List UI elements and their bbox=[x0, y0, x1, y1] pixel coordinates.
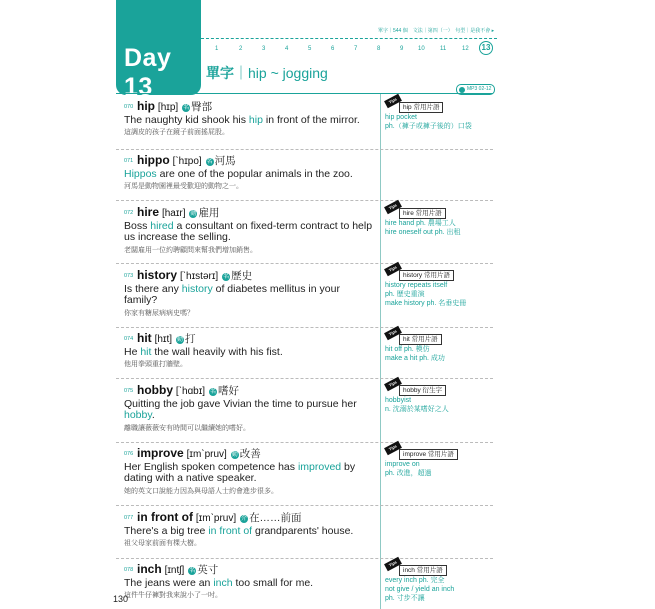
tip-line: every inch ph. 完全 bbox=[385, 577, 445, 584]
vocab-entry bbox=[124, 564, 376, 602]
entry-separator bbox=[116, 378, 493, 379]
tip-box bbox=[385, 96, 493, 131]
example-text: by dating with a native speaker. bbox=[124, 460, 356, 484]
vocab-entry bbox=[124, 155, 376, 193]
example-text: the wall heavily with his fist. bbox=[151, 345, 283, 358]
part-of-speech-badge: 動 bbox=[190, 211, 197, 217]
vocab-entry bbox=[124, 270, 376, 319]
pronunciation: [haɪr] bbox=[161, 208, 186, 219]
entry-separator bbox=[116, 327, 493, 328]
headword: inch bbox=[137, 562, 162, 576]
tip-box bbox=[385, 379, 493, 414]
vocab-entry bbox=[124, 385, 376, 434]
example-sentence bbox=[124, 399, 376, 422]
entry-number: 073 bbox=[124, 273, 134, 279]
definition: 打 bbox=[184, 333, 196, 345]
example-text: Her English spoken competence has bbox=[124, 460, 298, 473]
part-of-speech-badge: 介 bbox=[241, 516, 248, 522]
example-text: in front of the mirror. bbox=[262, 113, 360, 126]
definition: 在……前面 bbox=[249, 512, 302, 524]
content-top-rule bbox=[116, 93, 493, 94]
scale-tick: 5 bbox=[308, 46, 312, 52]
example-text: a consultant on fixed-term contract to help us increase the selling. bbox=[124, 219, 373, 243]
tip-line: not give / yield an inch bbox=[385, 586, 455, 593]
scale-tick: 12 bbox=[462, 46, 469, 52]
part-of-speech-badge: 動 bbox=[176, 337, 183, 343]
entry-number: 071 bbox=[124, 158, 134, 164]
part-of-speech-badge: 名 bbox=[183, 105, 190, 111]
example-text: The jeans were an bbox=[124, 576, 214, 589]
part-of-speech-badge: 動 bbox=[231, 452, 238, 458]
entry-number: 070 bbox=[124, 104, 134, 110]
tip-flag: Tips bbox=[384, 377, 402, 392]
example-sentence bbox=[124, 169, 376, 181]
definition: 歷史 bbox=[231, 270, 253, 282]
example-highlight: improved bbox=[297, 460, 342, 473]
progress-meta: 單字｜544 個 文法｜第四（一） 句型｜是我不會 ▸ bbox=[378, 28, 495, 34]
example-highlight: inch bbox=[213, 576, 233, 589]
vocab-entry bbox=[124, 448, 376, 497]
definition: 雇用 bbox=[198, 207, 220, 219]
example-highlight: in front of bbox=[208, 524, 253, 537]
scale-tick: 3 bbox=[262, 46, 266, 52]
example-text: too small for me. bbox=[232, 576, 314, 589]
example-sentence bbox=[124, 284, 376, 307]
definition: 英寸 bbox=[197, 564, 219, 576]
part-of-speech-badge: 名 bbox=[209, 389, 216, 395]
example-translation: 老闆雇用一位約聘顧問來幫我們增加銷售。 bbox=[124, 246, 257, 254]
entry-number: 074 bbox=[124, 336, 134, 342]
column-divider bbox=[380, 94, 381, 609]
subtitle-range: hip ~ jogging bbox=[248, 65, 328, 81]
example-highlight: hired bbox=[150, 219, 174, 232]
example-highlight: hit bbox=[140, 345, 152, 358]
definition: 臀部 bbox=[191, 101, 213, 113]
entry-separator bbox=[116, 558, 493, 559]
tip-line: history repeats itself bbox=[385, 282, 448, 289]
pronunciation: [ˋhɪpo] bbox=[172, 156, 202, 167]
example-text: of diabetes mellitus in your family? bbox=[124, 282, 340, 306]
entry-separator bbox=[116, 505, 493, 506]
example-translation: 離職讓薇薇安有時間可以繼續她的嗜好。 bbox=[124, 424, 250, 432]
scale-tick: 2 bbox=[239, 46, 243, 52]
example-highlight: Hippos bbox=[124, 167, 157, 180]
entry-number: 075 bbox=[124, 388, 134, 394]
example-translation: 你家有糖尿病病史嗎？ bbox=[124, 309, 194, 317]
current-day-marker: 13 bbox=[479, 41, 493, 55]
day-scale bbox=[201, 46, 491, 56]
tip-box bbox=[385, 264, 493, 308]
page-subtitle bbox=[206, 63, 328, 83]
scale-tick: 10 bbox=[418, 46, 425, 52]
tip-line: hire hand ph. 農場工人 bbox=[385, 220, 456, 227]
tip-box bbox=[385, 443, 493, 478]
tip-box bbox=[385, 559, 493, 603]
headword: hip bbox=[137, 99, 155, 113]
tip-box bbox=[385, 328, 493, 363]
vocab-entry bbox=[124, 207, 376, 256]
example-translation: 這調皮的孩子在鏡子前面搖屁股。 bbox=[124, 129, 229, 136]
headword: hire bbox=[137, 205, 160, 219]
definition: 河馬 bbox=[214, 155, 236, 167]
tip-line: ph. 歷史重演 bbox=[385, 291, 425, 298]
tip-line: hit off ph. 模仿 bbox=[385, 346, 430, 353]
tip-line: hip pocket bbox=[385, 114, 417, 121]
example-text: The naughty kid shook his bbox=[124, 113, 249, 126]
example-highlight: hip bbox=[248, 113, 263, 126]
tip-flag: Tips bbox=[384, 441, 402, 456]
headword: history bbox=[137, 268, 178, 282]
tip-line: make history ph. 名垂史冊 bbox=[385, 300, 467, 307]
part-of-speech-badge: 名 bbox=[189, 568, 196, 574]
example-highlight: history bbox=[181, 282, 213, 295]
scale-tick: 8 bbox=[377, 46, 381, 52]
tip-line: ph.（褲子或褲子後的）口袋 bbox=[385, 123, 472, 130]
tip-flag: Tips bbox=[384, 94, 402, 109]
audio-icon bbox=[459, 87, 465, 93]
example-text: . bbox=[151, 409, 155, 421]
entry-number: 072 bbox=[124, 210, 134, 216]
headword: in front of bbox=[137, 510, 193, 524]
tip-flag: Tips bbox=[384, 326, 402, 341]
example-text: Quitting the job gave Vivian the time to pursue her bbox=[124, 397, 357, 410]
headword: improve bbox=[137, 446, 184, 460]
example-text: There's a big tree bbox=[124, 524, 209, 537]
headword: hit bbox=[137, 331, 152, 345]
tip-line: n. 沈溺於某嗜好之人 bbox=[385, 406, 449, 413]
example-text: Is there any bbox=[124, 282, 182, 295]
tip-label: hobby 衍生字 bbox=[399, 385, 446, 396]
definition: 嗜好 bbox=[217, 385, 239, 397]
tip-box bbox=[385, 202, 493, 237]
entry-separator bbox=[116, 149, 493, 150]
pronunciation: [ˋhɑbɪ] bbox=[175, 386, 206, 397]
example-translation: 河馬是動物園裡最受歡迎的動物之一。 bbox=[124, 183, 243, 190]
example-highlight: hobby bbox=[124, 409, 152, 421]
part-of-speech-badge: 名 bbox=[206, 159, 213, 165]
example-sentence bbox=[124, 347, 376, 359]
example-sentence bbox=[124, 526, 376, 538]
entry-number: 076 bbox=[124, 451, 134, 457]
pronunciation: [ɪntʃ] bbox=[164, 565, 185, 576]
entry-separator bbox=[116, 442, 493, 443]
subtitle-prefix: 單字 bbox=[206, 65, 234, 81]
entry-number: 077 bbox=[124, 515, 134, 521]
tip-flag: Tips bbox=[384, 200, 402, 215]
example-translation: 這件牛仔褲對我來說小了一吋。 bbox=[124, 592, 222, 599]
entry-separator bbox=[116, 200, 493, 201]
subtitle-separator: ｜ bbox=[234, 65, 248, 81]
pronunciation: [hɪp] bbox=[157, 102, 179, 113]
tip-line: make a hit ph. 成功 bbox=[385, 355, 445, 362]
tip-line: ph. 寸步不讓 bbox=[385, 595, 425, 602]
tip-flag: Tips bbox=[384, 262, 402, 277]
tip-line: hire oneself out ph. 出租 bbox=[385, 229, 461, 236]
entry-number: 078 bbox=[124, 567, 134, 573]
example-sentence bbox=[124, 115, 376, 127]
vocab-entry bbox=[124, 512, 376, 550]
example-sentence bbox=[124, 578, 376, 590]
scale-tick: 1 bbox=[215, 46, 219, 52]
vocab-entry bbox=[124, 333, 376, 371]
scale-tick: 4 bbox=[285, 46, 289, 52]
tip-label: hit 常用片語 bbox=[399, 334, 442, 345]
mp3-track-label: MP3 02-12 bbox=[467, 86, 492, 92]
scale-tick: 11 bbox=[440, 46, 447, 52]
example-translation: 他用拳頭重打牆壁。 bbox=[124, 361, 187, 368]
example-sentence bbox=[124, 221, 376, 244]
pronunciation: [ɪmˋpruv] bbox=[195, 513, 237, 524]
scale-tick: 7 bbox=[354, 46, 358, 52]
tip-line: improve on bbox=[385, 461, 420, 468]
example-translation: 祖父母家前面有棵大樹。 bbox=[124, 540, 201, 547]
day-label: Day 13 bbox=[124, 44, 172, 101]
example-translation: 她的英文口說能力因為與母語人士約會進步很多。 bbox=[124, 487, 278, 495]
pronunciation: [hɪt] bbox=[154, 334, 173, 345]
example-sentence bbox=[124, 462, 376, 485]
headword: hippo bbox=[137, 153, 170, 167]
header-divider bbox=[201, 38, 497, 39]
tip-flag: Tips bbox=[384, 557, 402, 572]
entry-separator bbox=[116, 263, 493, 264]
page-number: 130 bbox=[113, 594, 129, 604]
tip-label: inch 常用片語 bbox=[399, 565, 447, 576]
tip-label: improve 常用片語 bbox=[399, 449, 458, 460]
headword: hobby bbox=[137, 383, 173, 397]
scale-tick: 9 bbox=[400, 46, 404, 52]
tip-line: hobbyist bbox=[385, 397, 412, 404]
tip-line: ph. 改進，超過 bbox=[385, 470, 432, 477]
part-of-speech-badge: 名 bbox=[223, 274, 230, 280]
example-text: He bbox=[124, 345, 141, 358]
vocab-entry bbox=[124, 101, 376, 139]
example-text: are one of the popular animals in the zoo. bbox=[156, 167, 353, 180]
tip-label: hip 常用片語 bbox=[399, 102, 443, 113]
tip-label: hire 常用片語 bbox=[399, 208, 446, 219]
day-tab bbox=[116, 0, 201, 101]
pronunciation: [ˋhɪstərɪ] bbox=[179, 271, 219, 282]
pronunciation: [ɪmˋpruv] bbox=[186, 449, 227, 460]
example-text: Boss bbox=[124, 219, 151, 232]
definition: 改善 bbox=[239, 448, 261, 460]
tip-label: history 常用片語 bbox=[399, 270, 454, 281]
scale-tick: 6 bbox=[331, 46, 335, 52]
example-text: grandparents' house. bbox=[252, 524, 354, 537]
